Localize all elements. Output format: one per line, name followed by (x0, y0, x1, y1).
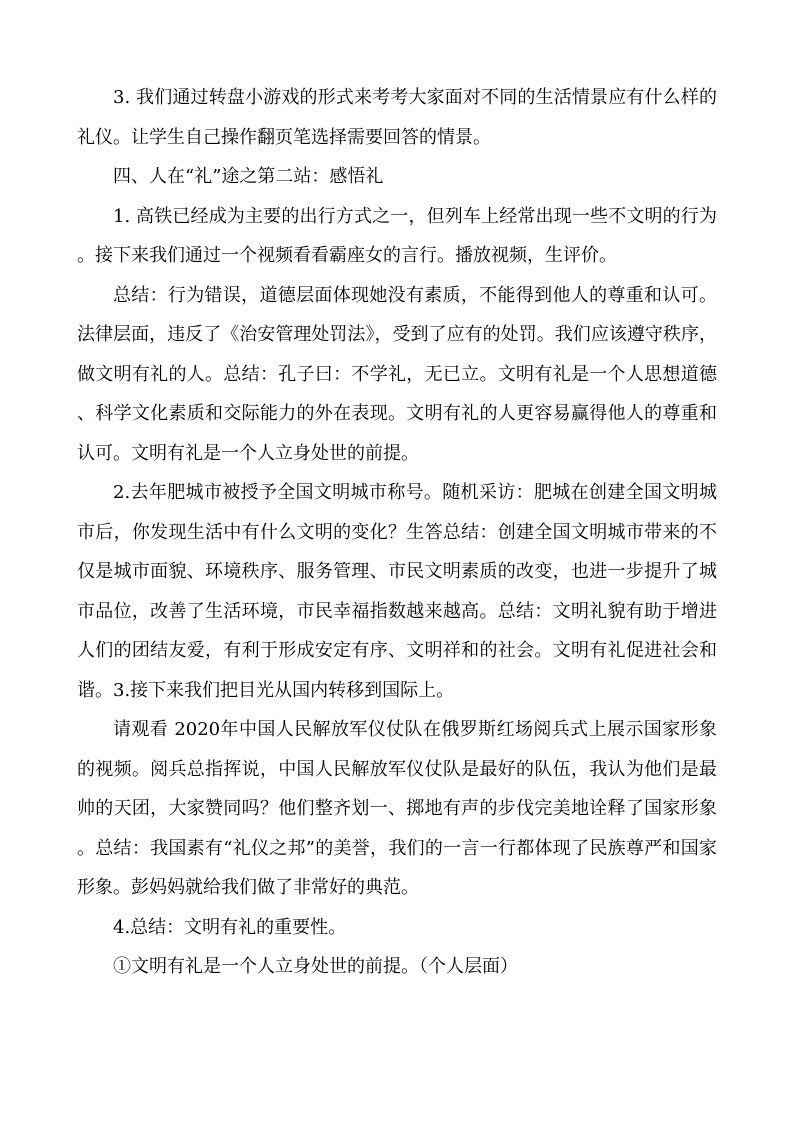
paragraph-summary-behavior: 总结：行为错误，道德层面体现她没有素质，不能得到他人的尊重和认可。法律层面，违反了《治安管理处罚法》，受到了应有的处罚。我们应该遵守秩序，做文明有礼的人。总结：孔子曰：不学礼，无已立。文明有礼是一个人思想道德、科学文化素质和交际能力的外在表现。文明有礼的人更容易赢得他人的尊重和认可。文明有礼是一个人立身处世的前提。 (77, 284, 717, 464)
paragraph-civilized-city: 2.去年肥城市被授予全国文明城市称号。随机采访：肥城在创建全国文明城市后，你发现生活中有什么文明的变化？生答总结：创建全国文明城市带来的不仅是城市面貌、环境秩序、服务管理、市民文明素质的改变，也进一步提升了城市品位，改善了生活环境，市民幸福指数越来越高。总结：文明礼貌有助于增进人们的团结友爱，有利于形成安定有序、文明祥和的社会。文明有礼促进社会和谐。3.接下来我们把目光从国内转移到国际上。 (77, 482, 717, 701)
paragraph-point-one: ①文明有礼是一个人立身处世的前提。（个人层面） (113, 956, 518, 977)
document-body (77, 78, 717, 987)
paragraph-high-speed-rail: 1. 高铁已经成为主要的出行方式之一，但列车上经常出现一些不文明的行为。接下来我们通过一个视频看看霸座女的言行。播放视频，生评价。 (77, 205, 717, 266)
paragraph-spinner-game: 3. 我们通过转盘小游戏的形式来考考大家面对不同的生活情景应有什么样的礼仪。让学生自己操作翻页笔选择需要回答的情景。 (77, 87, 717, 148)
paragraph-summary-importance: 4.总结：文明有礼的重要性。 (113, 916, 347, 938)
paragraph-honor-guard-video: 请观看 2020年中国人民解放军仪仗队在俄罗斯红场阅兵式上展示国家形象的视频。阅兵总指挥说，中国人民解放军仪仗队是最好的队伍，我认为他们是最帅的天团，大家赞同吗？他们整齐划一、掷地有声的步伐完美地诠释了国家形象。总结：我国素有“礼仪之邦”的美誉，我们的一言一行都体现了民族尊严和国家形象。彭妈妈就给我们做了非常好的典范。 (77, 719, 717, 898)
section-heading-station-two: 四、人在“礼”途之第二站：感悟礼 (113, 166, 384, 187)
